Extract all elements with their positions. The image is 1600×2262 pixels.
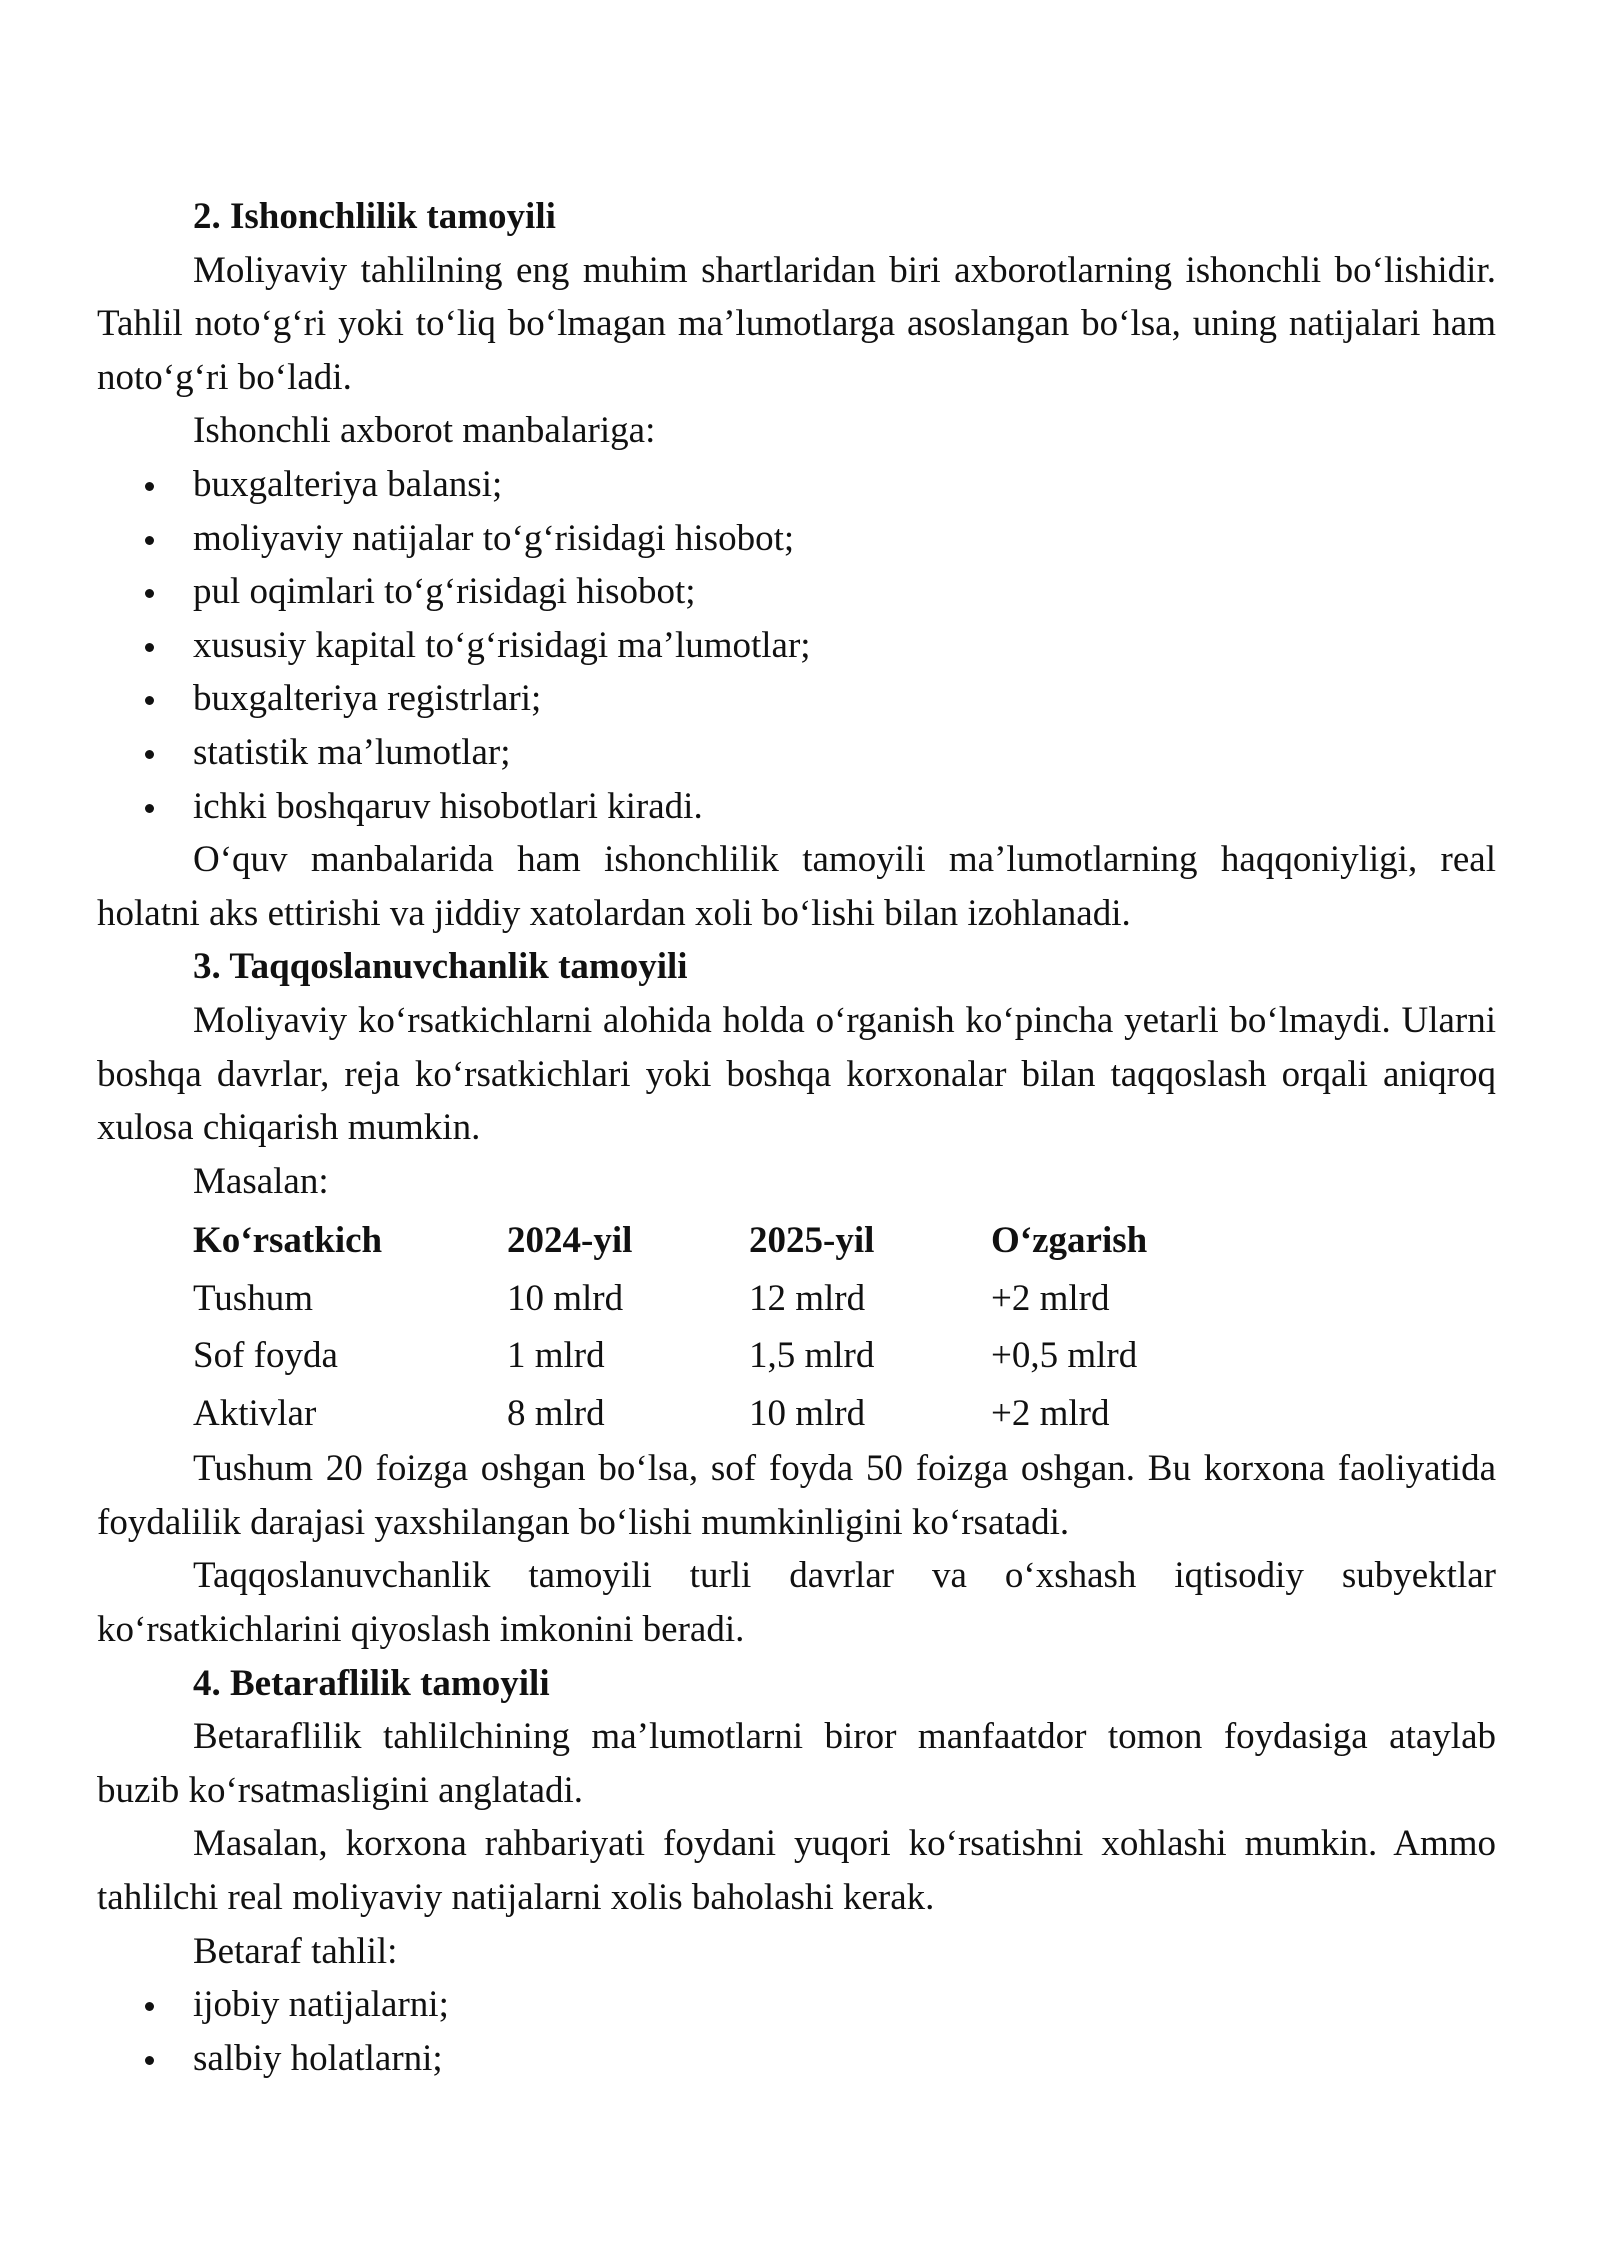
bullet-icon [145, 2056, 154, 2065]
list-intro: Betaraf tahlil: [193, 1930, 398, 1972]
table-cell: 1,5 mlrd [749, 1335, 875, 1377]
list-item [97, 2032, 1496, 2086]
table-row [193, 1327, 1291, 1385]
list-item-text: xususiy kapital to‘g‘risidagi ma’lumotlar; [193, 624, 811, 666]
list-item [97, 1978, 1496, 2032]
table-row [193, 1385, 1291, 1443]
bullet-icon [145, 696, 154, 705]
table-cell: 1 mlrd [507, 1335, 605, 1377]
table-cell: Tushum [193, 1277, 313, 1319]
list-item-text: moliyaviy natijalar to‘g‘risidagi hisobot; [193, 517, 795, 559]
table-cell: 12 mlrd [749, 1277, 866, 1319]
table-header-cell: O‘zgarish [991, 1220, 1148, 1262]
list-intro: Ishonchli axborot manbalariga: [193, 410, 656, 452]
table-header-row [193, 1212, 1291, 1270]
section-heading-2: 2. Ishonchlilik tamoyili [193, 196, 556, 237]
paragraph: Moliyaviy ko‘rsatkichlarni alohida holda o‘rganish ko‘pincha yetarli bo‘lmaydi. Ularni boshqa davrlar, reja ko‘rsatkichlari yoki boshqa korxonalar bilan taqqoslash orqali aniqroq xulosa chiqarish mumkin. [97, 999, 1496, 1149]
paragraph: O‘quv manbalarida ham ishonchlilik tamoyili ma’lumotlarning haqqoniyligi, real holatni aks ettirishi va jiddiy xatolardan xoli bo‘lishi bilan izohlanadi. [97, 839, 1496, 934]
paragraph: Masalan, korxona rahbariyati foydani yuqori ko‘rsatishni xohlashi mumkin. Ammo tahlilchi real moliyaviy natijalarni xolis baholashi kerak. [97, 1823, 1496, 1919]
list-item-text: statistik ma’lumotlar; [193, 731, 511, 773]
bullet-list [97, 458, 1496, 833]
bullet-icon [145, 482, 154, 491]
list-item-text: salbiy holatlarni; [193, 2037, 443, 2079]
table-cell: +2 mlrd [991, 1392, 1110, 1434]
list-item-text: buxgalteriya registrlari; [193, 678, 542, 720]
paragraph: Taqqoslanuvchanlik tamoyili turli davrlar va o‘xshash iqtisodiy subyektlar ko‘rsatkichlarini qiyoslash imkonini beradi. [97, 1555, 1496, 1651]
list-item-text: buxgalteriya balansi; [193, 463, 503, 505]
table-cell: +2 mlrd [991, 1277, 1110, 1319]
bullet-icon [145, 536, 154, 545]
table-cell: 10 mlrd [507, 1277, 624, 1319]
bullet-icon [145, 2002, 154, 2011]
paragraph: Moliyaviy tahlilning eng muhim shartlaridan biri axborotlarning ishonchli bo‘lishidir. Tahlil noto‘g‘ri yoki to‘liq bo‘lmagan ma’lumotlarga asoslangan bo‘lsa, uning natijalari ham noto‘g‘ri bo‘ladi. [97, 249, 1496, 398]
section-heading-3: 3. Taqqoslanuvchanlik tamoyili [193, 946, 688, 988]
table-row [193, 1270, 1291, 1328]
section-heading-4: 4. Betaraflilik tamoyili [193, 1662, 550, 1704]
list-item [97, 672, 1496, 726]
list-item [97, 458, 1496, 512]
table-cell: 10 mlrd [749, 1392, 866, 1434]
list-item-text: ichki boshqaruv hisobotlari kiradi. [193, 785, 703, 827]
comparison-table [193, 1212, 1291, 1442]
table-header-cell: 2025-yil [749, 1220, 875, 1262]
list-item [97, 726, 1496, 780]
table-cell: Sof foyda [193, 1335, 338, 1377]
list-item-text: ijobiy natijalarni; [193, 1984, 449, 2026]
list-item-text: pul oqimlari to‘g‘risidagi hisobot; [193, 571, 696, 613]
list-item [97, 619, 1496, 673]
table-header-cell: 2024-yil [507, 1220, 633, 1262]
example-label: Masalan: [193, 1160, 329, 1202]
table-cell: Aktivlar [193, 1392, 317, 1434]
table-header-cell: Ko‘rsatkich [193, 1220, 383, 1262]
list-item [97, 512, 1496, 566]
bullet-icon [145, 643, 154, 652]
bullet-icon [145, 750, 154, 759]
table-cell: 8 mlrd [507, 1392, 605, 1434]
bullet-icon [145, 589, 154, 598]
bullet-list [97, 1978, 1496, 2085]
paragraph: Tushum 20 foizga oshgan bo‘lsa, sof foyda 50 foizga oshgan. Bu korxona faoliyatida foydalilik darajasi yaxshilangan bo‘lishi mumkinligini ko‘rsatadi. [97, 1448, 1496, 1543]
list-item [97, 780, 1496, 834]
list-item [97, 565, 1496, 619]
paragraph: Betaraflilik tahlilchining ma’lumotlarni biror manfaatdor tomon foydasiga ataylab buzib ko‘rsatmasligini anglatadi. [97, 1716, 1496, 1811]
bullet-icon [145, 804, 154, 813]
table-cell: +0,5 mlrd [991, 1335, 1138, 1377]
